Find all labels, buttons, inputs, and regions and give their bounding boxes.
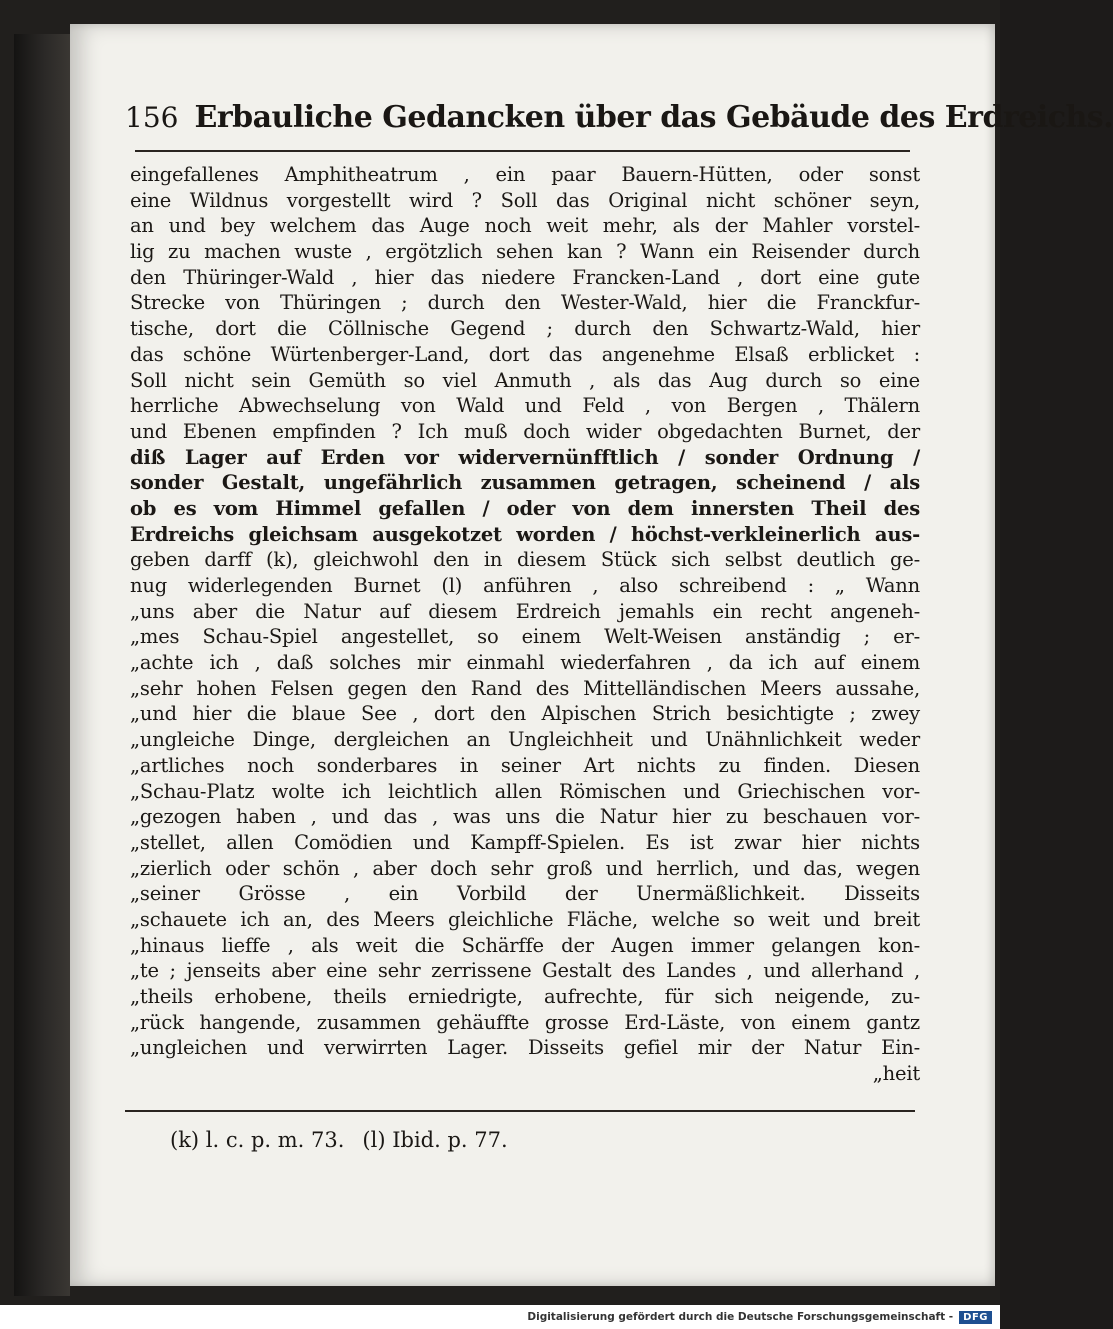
text-line: „seiner Grösse , ein Vorbild der Unermäßlichkeit. Disseits: [130, 882, 920, 906]
text-line: nug widerlegenden Burnet (l) anführen , also schreibend : „ Wann: [130, 574, 920, 597]
text-line: „artliches noch sonderbares in seiner Art nichts zu finden. Diesen: [130, 753, 920, 777]
text-line: „sehr hohen Felsen gegen den Rand des Mittelländischen Meers aussahe,: [130, 676, 920, 700]
text-line: „schauete ich an, des Meers gleichliche Fläche, welche so weit und breit: [130, 907, 920, 931]
text-line: „gezogen haben , und das , was uns die Natur hier zu beschauen vor-: [130, 805, 920, 829]
text-line: „te ; jenseits aber eine sehr zerrissene Gestalt des Landes , und allerhand ,: [130, 959, 920, 983]
text-line: „stellet, allen Comödien und Kampff-Spielen. Es ist zwar hier nichts: [130, 830, 920, 854]
body-text: [130, 162, 920, 1087]
footnote-rule: [125, 1110, 915, 1112]
header-rule: [135, 150, 910, 152]
text-line: ob es vom Himmel gefallen / oder von dem innersten Theil des: [130, 496, 920, 520]
footnote-k: (k) l. c. p. m. 73.: [170, 1128, 345, 1152]
text-line: Strecke von Thüringen ; durch den Wester-Wald, hier die Franckfur-: [130, 291, 920, 315]
funding-credit: Digitalisierung gefördert durch die Deutsche Forschungsgemeinschaft -: [527, 1311, 954, 1323]
book-spine-edge: [14, 34, 70, 1296]
text-line: „zierlich oder schön , aber doch sehr groß und herrlich, und das, wegen: [130, 856, 920, 880]
text-line: „Schau-Platz wolte ich leichtlich allen Römischen und Griechischen vor-: [130, 779, 920, 803]
footnote-l: (l) Ibid. p. 77.: [362, 1128, 508, 1152]
text-line: „theils erhobene, theils erniedrigte, aufrechte, für sich neigende, zu-: [130, 985, 920, 1008]
text-line: herrliche Abwechselung von Wald und Feld , von Bergen , Thälern: [130, 394, 920, 418]
text-line: an und bey welchem das Auge noch weit mehr, als der Mahler vorstel-: [130, 214, 920, 238]
text-line: Erdreichs gleichsam ausgekotzet worden / höchst-verkleinerlich aus-: [130, 522, 920, 546]
text-line: „ungleiche Dinge, dergleichen an Ungleichheit und Unähnlichkeit weder: [130, 728, 920, 752]
text-line: geben darff (k), gleichwohl den in diesem Stück sich selbst deutlich ge-: [130, 548, 920, 572]
text-line: eine Wildnus vorgestellt wird ? Soll das Original nicht schöner seyn,: [130, 188, 920, 212]
page-number: 156: [125, 101, 179, 134]
page-header: [125, 100, 1113, 146]
text-line: den Thüringer-Wald , hier das niedere Francken-Land , dort eine gute: [130, 265, 920, 289]
text-line: diß Lager auf Erden vor widervernünfftlich / sonder Ordnung /: [130, 445, 920, 469]
footnotes: [170, 1128, 508, 1152]
text-line: „uns aber die Natur auf diesem Erdreich jemahls ein recht angeneh-: [130, 599, 920, 623]
text-line: „und hier die blaue See , dort den Alpischen Strich besichtigte ; zwey: [130, 702, 920, 726]
text-line: „achte ich , daß solches mir einmahl wiederfahren , da ich auf einem: [130, 651, 920, 675]
text-line: eingefallenes Amphitheatrum , ein paar Bauern-Hütten, oder sonst: [130, 163, 920, 186]
text-line: „ungleichen und verwirrten Lager. Disseits gefiel mir der Natur Ein-: [130, 1036, 920, 1060]
text-line: sonder Gestalt, ungefährlich zusammen getragen, scheinend / als: [130, 471, 920, 495]
text-line: „rück hangende, zusammen gehäuffte grosse Erd-Läste, von einem gantz: [130, 1010, 920, 1034]
text-line: lig zu machen wuste , ergötzlich sehen kan ? Wann ein Reisender durch: [130, 240, 920, 264]
text-line: das schöne Würtenberger-Land, dort das angenehme Elsaß erblicket :: [130, 342, 920, 366]
text-line: „mes Schau-Spiel angestellet, so einem Welt-Weisen anständig ; er-: [130, 625, 920, 649]
text-line: „hinaus lieffe , als weit die Schärffe der Augen immer gelangen kon-: [130, 933, 920, 957]
text-line: tische, dort die Cöllnische Gegend ; durch den Schwartz-Wald, hier: [130, 317, 920, 341]
dfg-logo: DFG: [959, 1311, 992, 1324]
text-line: und Ebenen empfinden ? Ich muß doch wider obgedachten Burnet, der: [130, 419, 920, 443]
text-line: Soll nicht sein Gemüth so viel Anmuth , als das Aug durch so eine: [130, 368, 920, 392]
digitization-footer: [0, 1305, 1000, 1329]
catchword: „heit: [872, 1062, 920, 1086]
running-title: Erbauliche Gedancken über das Gebäude des Erdreichs.: [194, 100, 1113, 135]
